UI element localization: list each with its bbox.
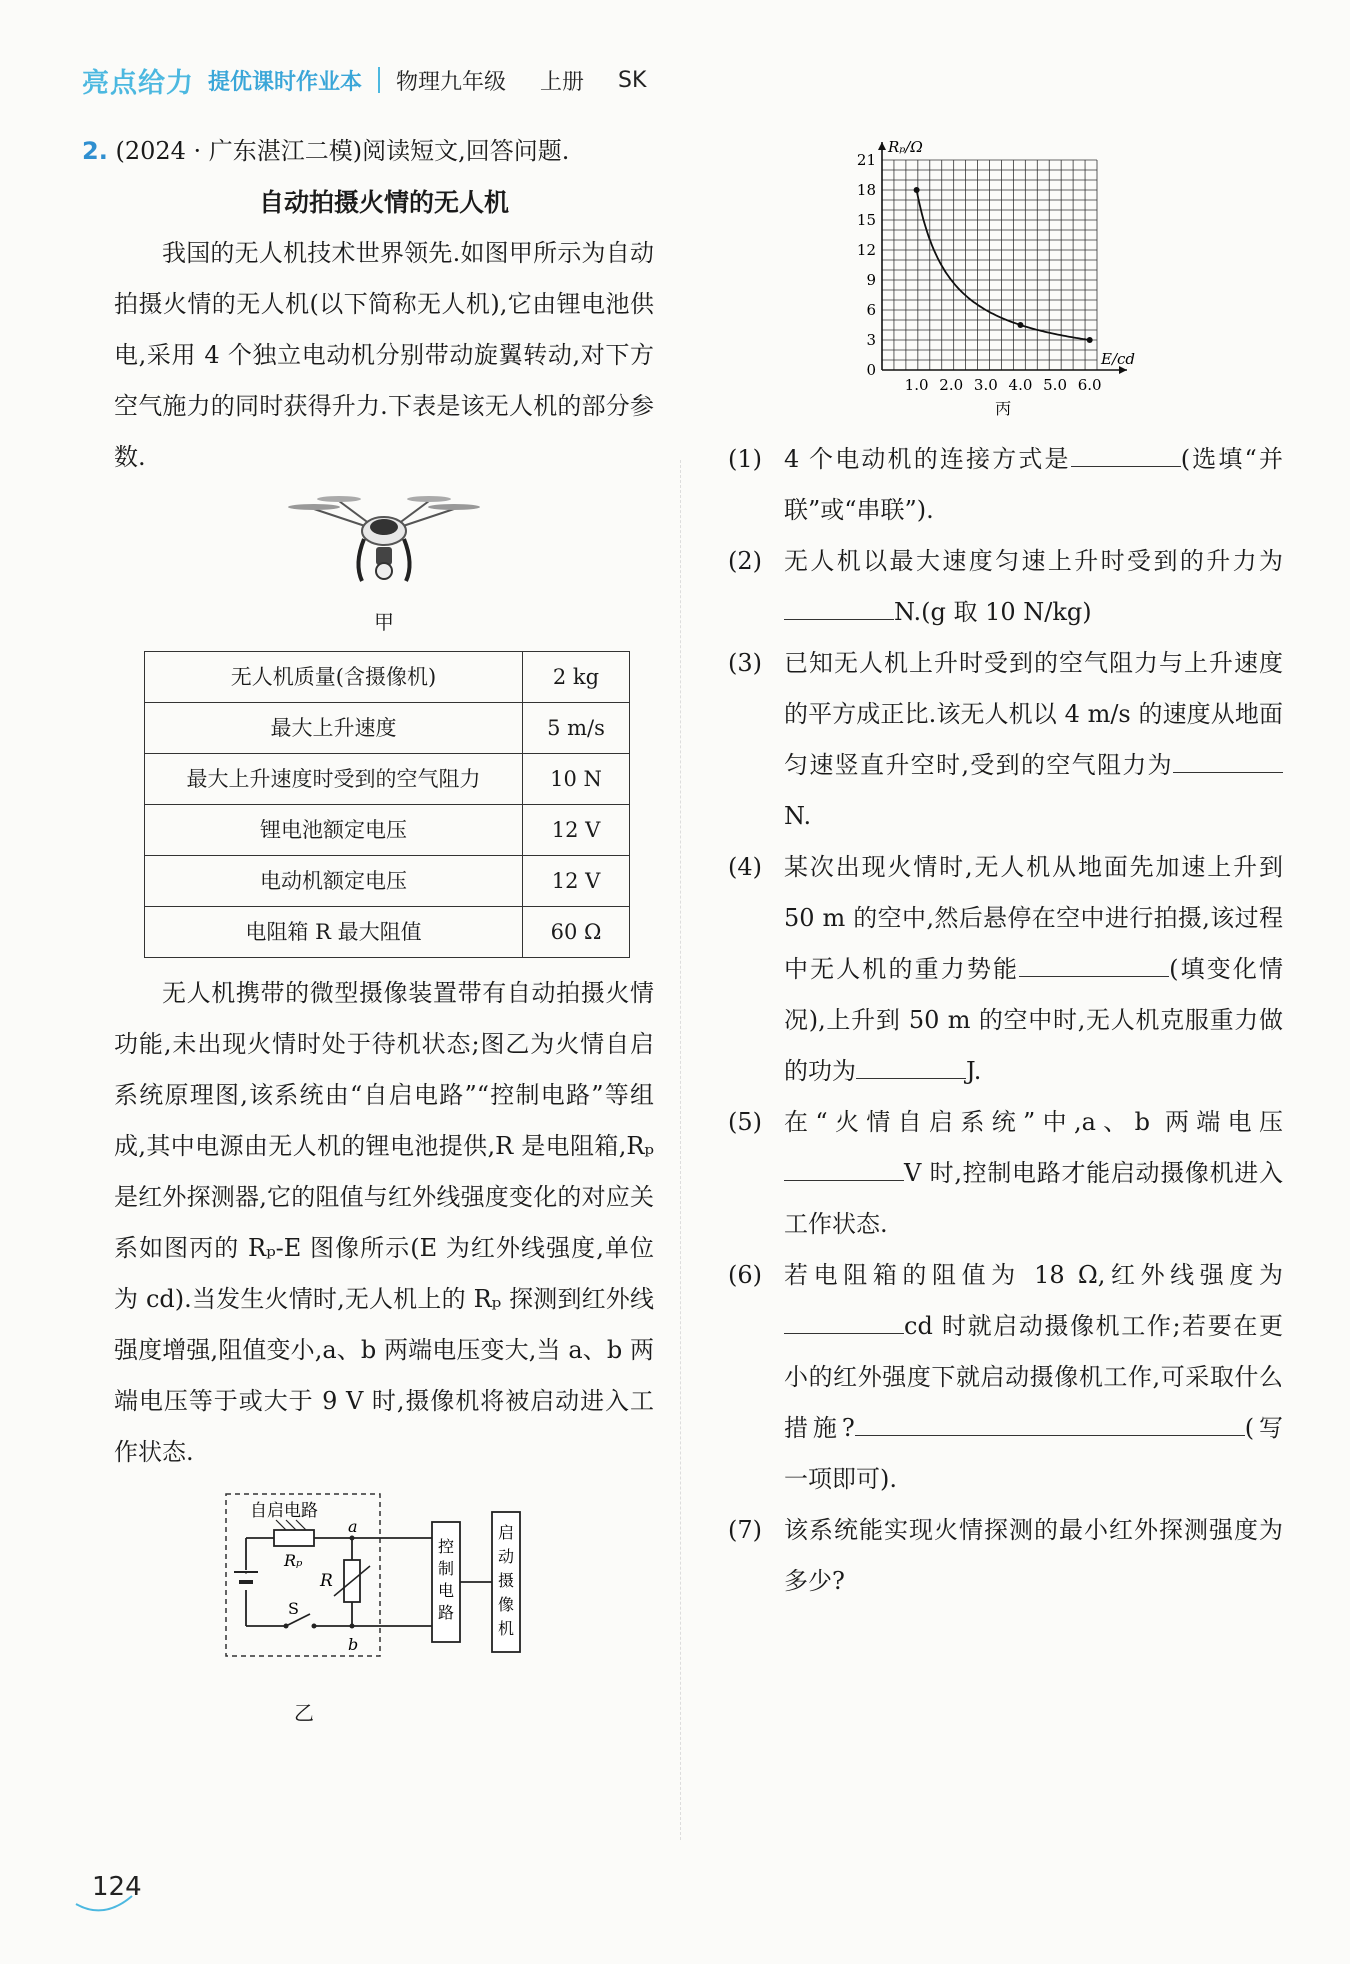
subquestion-text: (写一项即可). [784, 1414, 1283, 1493]
answer-blank[interactable] [856, 1050, 966, 1079]
subquestion-text: N.(g 取 10 N/kg) [894, 598, 1092, 626]
circuit-caption: 乙 [294, 1701, 314, 1725]
param-value: 60 Ω [523, 907, 630, 958]
camera-label: 启动摄像机 [498, 1523, 515, 1638]
drone-figure [114, 489, 654, 637]
y-tick-label: 9 [866, 271, 876, 289]
data-curve [917, 190, 1090, 340]
header-volume: 上册 [540, 69, 585, 95]
question-number: 2. [82, 137, 108, 165]
subquestion-text: (填变化情况),上升到 50 m 的空中时,无人机克服重力做的功为 [784, 955, 1283, 1085]
x-axis-label: E/cd [1101, 350, 1136, 368]
param-value: 2 kg [523, 652, 630, 703]
subquestion-text: N. [784, 802, 812, 830]
y-tick-label: 3 [866, 331, 876, 349]
data-point [1087, 337, 1093, 343]
table-row [145, 907, 630, 958]
page-number-text: 124 [92, 1872, 142, 1902]
y-tick-label: 21 [856, 151, 876, 169]
x-tick-label: 5.0 [1043, 376, 1068, 394]
brand-subtitle: 提优课时作业本 [208, 69, 363, 95]
chart-caption: 丙 [995, 399, 1012, 418]
subquestion-text: 在“火情自启系统”中,a、b 两端电压 [784, 1108, 1283, 1136]
subquestion-number: (1) [728, 445, 762, 473]
x-tick-label: 2.0 [939, 376, 964, 394]
subquestion-number: (2) [728, 547, 762, 575]
param-value: 10 N [523, 754, 630, 805]
subquestion-text: (选填“并联”或“串联”). [784, 445, 1283, 524]
subquestion-text: 无人机以最大速度匀速上升时受到的升力为 [784, 547, 1283, 575]
y-tick-label: 15 [856, 211, 876, 229]
subquestion-number: (3) [728, 649, 762, 677]
subquestion-number: (4) [728, 853, 762, 881]
x-tick-label: 4.0 [1008, 376, 1033, 394]
subquestion-text: 4 个电动机的连接方式是 [784, 445, 1071, 473]
self-start-label: 自启电路 [250, 1501, 318, 1521]
y-tick-label: 12 [856, 241, 876, 259]
x-tick-label: 6.0 [1077, 376, 1102, 394]
subquestion-number: (5) [728, 1108, 762, 1136]
answer-blank[interactable] [1019, 948, 1169, 977]
terminal-a-label: a [348, 1517, 358, 1536]
x-tick-label: 3.0 [973, 376, 998, 394]
y-axis-label: Rₚ/Ω [888, 138, 923, 156]
param-name: 电阻箱 R 最大阻值 [145, 907, 523, 958]
param-name: 最大上升速度时受到的空气阻力 [145, 754, 523, 805]
subquestion-text: cd 时就启动摄像机工作;若要在更小的红外强度下就启动摄像机工作,可采取什么措施? [784, 1312, 1283, 1442]
answer-blank[interactable] [855, 1407, 975, 1436]
circuit-diagram [224, 1490, 544, 1680]
y-tick-label: 0 [866, 361, 876, 379]
y-tick-label: 18 [856, 181, 876, 199]
table-row [145, 703, 630, 754]
subquestion-text: 若电阻箱的阻值为 18 Ω,红外线强度为 [784, 1261, 1283, 1289]
table-row [145, 754, 630, 805]
param-name: 无人机质量(含摄像机) [145, 652, 523, 703]
answer-blank[interactable] [784, 1305, 904, 1334]
subquestion-5 [728, 1097, 1283, 1250]
switch-label: S [288, 1599, 299, 1618]
subquestion-text: J. [966, 1057, 982, 1085]
subquestion-6 [728, 1250, 1283, 1505]
page-number [92, 1872, 142, 1902]
subquestion-3 [728, 638, 1283, 842]
y-axis-arrow [878, 142, 886, 150]
table-row [145, 652, 630, 703]
passage-title: 自动拍摄火情的无人机 [258, 188, 509, 217]
subquestion-text: 某次出现火情时,无人机从地面先加速上升到 50 m 的空中,然后悬停在空中进行拍摄,该过程中无人机的重力势能 [784, 853, 1283, 983]
subquestion-text: 已知无人机上升时受到的空气阻力与上升速度的平方成正比.该无人机以 4 m/s 的速度从地面匀速竖直升空时,受到的空气阻力为 [784, 649, 1283, 779]
x-tick-label: 1.0 [904, 376, 929, 394]
page-number-swoosh-icon [74, 1890, 134, 1920]
param-name: 电动机额定电压 [145, 856, 523, 907]
rp-label: Rₚ [284, 1551, 303, 1570]
subquestion-1 [728, 434, 1283, 536]
left-column [82, 126, 654, 1728]
answer-blank[interactable] [1173, 744, 1283, 773]
param-name: 最大上升速度 [145, 703, 523, 754]
y-tick-label: 6 [866, 301, 876, 319]
drone-icon [284, 489, 484, 589]
answer-blank[interactable] [784, 1152, 904, 1181]
subquestion-number: (6) [728, 1261, 762, 1289]
header-edition: SK [618, 67, 647, 93]
table-row [145, 856, 630, 907]
passage-paragraph-2: 无人机携带的微型摄像装置带有自动拍摄火情功能,未出现火情时处于待机状态;图乙为火情自启系统原理图,该系统由“自启电路”“控制电路”等组成,其中电源由无人机的锂电池提供,R 是电阻箱,Rₚ 是红外探测器,它的阻值与红外线强度变化的对应关系如图丙的 Rₚ-E 图像所示(E 为红外线强度,单位为 cd).当发生火情时,无人机上的 Rₚ 探测到红外线强度增强,阻值变小,a、b 两端电压变大,当 a、b 两端电压等于或大于 9 V 时,摄像机将被启动进入工作状态. [114, 979, 654, 1466]
answer-blank[interactable] [975, 1407, 1245, 1436]
r-label: R [320, 1571, 333, 1591]
data-point [1017, 322, 1023, 328]
circuit-figure [224, 1490, 654, 1728]
header-divider [378, 67, 380, 93]
drone-caption: 甲 [374, 610, 394, 634]
column-divider [680, 460, 681, 1840]
right-column [728, 434, 1283, 1607]
subquestion-4 [728, 842, 1283, 1097]
param-value: 12 V [523, 856, 630, 907]
param-name: 锂电池额定电压 [145, 805, 523, 856]
param-value: 12 V [523, 805, 630, 856]
question-heading [82, 126, 654, 177]
question-source: (2024 · 广东湛江二模)阅读短文,回答问题. [115, 137, 570, 165]
subquestion-7 [728, 1505, 1283, 1607]
param-value: 5 m/s [523, 703, 630, 754]
subquestion-text: 该系统能实现火情探测的最小红外探测强度为多少? [784, 1516, 1283, 1595]
page-header [82, 60, 680, 100]
control-circuit-label: 控制电路 [438, 1537, 455, 1622]
parameter-table [144, 651, 630, 958]
data-point [914, 187, 920, 193]
table-row [145, 805, 630, 856]
subquestion-number: (7) [728, 1516, 762, 1544]
subquestion-text: V 时,控制电路才能启动摄像机进入工作状态. [784, 1159, 1283, 1238]
rp-e-chart [842, 132, 1142, 426]
passage-paragraph-1: 我国的无人机技术世界领先.如图甲所示为自动拍摄火情的无人机(以下简称无人机),它由锂电池供电,采用 4 个独立电动机分别带动旋翼转动,对下方空气施力的同时获得升力.下表是该无人机的部分参数. [114, 239, 654, 471]
answer-blank[interactable] [1071, 438, 1181, 467]
chart-svg [842, 132, 1142, 422]
answer-blank[interactable] [784, 591, 894, 620]
header-subject: 物理九年级 [396, 69, 507, 95]
brand-logo: 亮点给力 [82, 67, 194, 99]
subquestion-2 [728, 536, 1283, 638]
terminal-b-label: b [348, 1635, 359, 1654]
